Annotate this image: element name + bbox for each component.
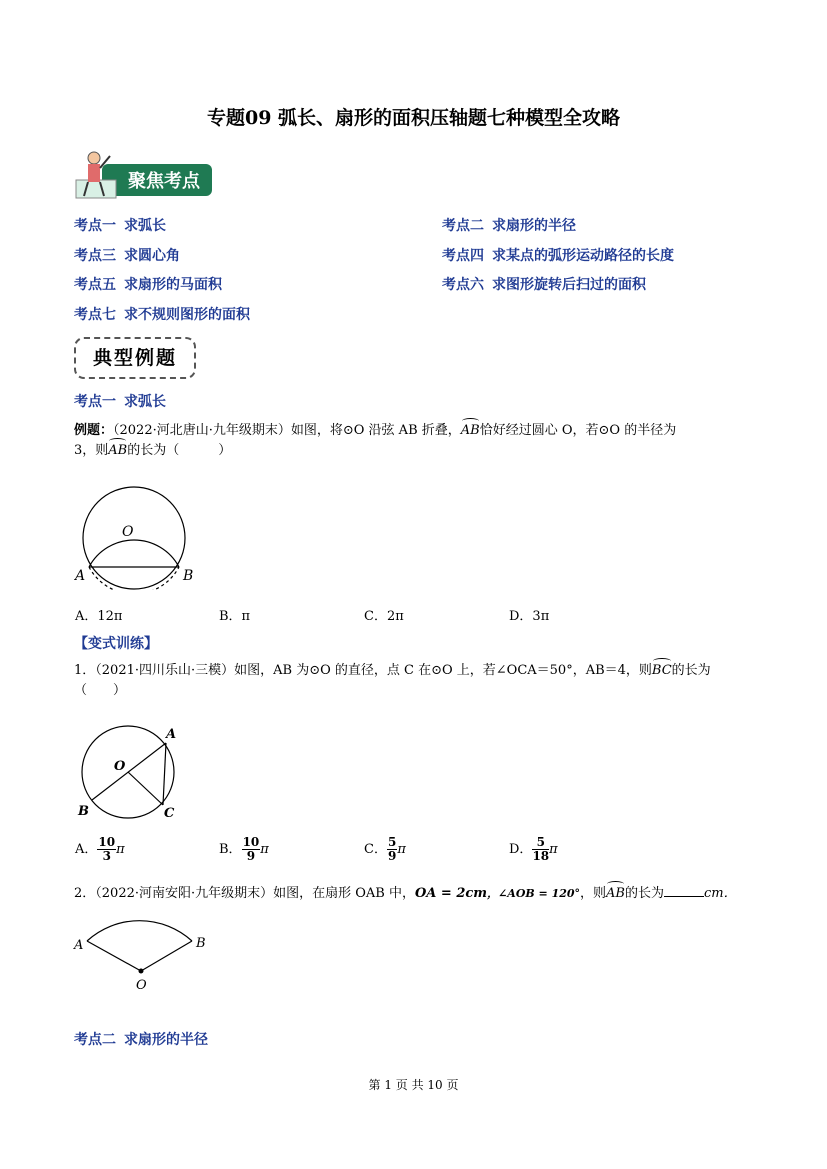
fig1-label-A: A <box>75 568 86 584</box>
example-question: 例题：（2022·河北唐山·九年级期末）如图，将⊙O 沿弦 AB 折叠，AB恰好经过圆心 O，若⊙O 的半径为 3，则AB的长为（ ） <box>74 421 754 461</box>
example-option-c[interactable]: C．2π <box>364 609 404 624</box>
figure-sector <box>70 908 220 994</box>
example-option-b[interactable]: B．π <box>219 609 251 624</box>
kaodian-item-5[interactable]: 考点五 求扇形的马面积 <box>74 277 222 293</box>
figure-folded-circle <box>70 480 210 590</box>
fig3-label-B: B <box>196 936 206 951</box>
fig3-label-O: O <box>136 978 147 993</box>
answer-blank[interactable] <box>664 884 704 897</box>
typical-example-box: 典型例题 <box>74 337 196 379</box>
q1-option-a[interactable]: A． $\frac{10}{3}$ π <box>75 835 125 863</box>
question-2: 2．（2022·河南安阳·九年级期末）如图，在扇形 OAB 中，OA = 2cm，∠AOB = 120°，则AB的长为 cm． <box>74 884 774 904</box>
question-1: 1．（2021·四川乐山·三模）如图，AB 为⊙O 的直径，点 C 在⊙O 上，若∠OCA＝50°，AB＝4，则BC的长为 （ ） <box>74 663 711 698</box>
fig2-label-C: C <box>164 806 175 820</box>
section-heading-1: 考点一 求弧长 <box>74 394 166 410</box>
kaodian-item-1[interactable]: 考点一 求弧长 <box>74 218 166 234</box>
kaodian-item-6[interactable]: 考点六 求图形旋转后扫过的面积 <box>442 277 646 293</box>
figure-circle-diameter <box>72 720 182 820</box>
kaodian-item-2[interactable]: 考点二 求扇形的半径 <box>442 218 576 234</box>
q1-option-b[interactable]: B． $\frac{10}{9}$ π <box>219 835 269 863</box>
page-title: 专题09 弧长、扇形的面积压轴题七种模型全攻略 <box>206 107 621 129</box>
kaodian-item-4[interactable]: 考点四 求某点的弧形运动路径的长度 <box>442 248 674 264</box>
section-heading-2: 考点二 求扇形的半径 <box>74 1032 208 1048</box>
fig2-label-O: O <box>114 759 126 774</box>
fig2-label-B: B <box>78 804 89 819</box>
fig1-label-O: O <box>122 524 134 540</box>
example-option-d[interactable]: D．3π <box>509 609 550 624</box>
fig2-label-A: A <box>166 727 177 742</box>
focus-banner-text: 聚焦考点 <box>128 171 200 192</box>
fig1-label-B: B <box>183 568 194 584</box>
q1-option-c[interactable]: C． $\frac{5}{9}$ π <box>364 835 406 863</box>
fig3-label-A: A <box>74 938 84 953</box>
example-option-a[interactable]: A．12π <box>75 609 123 624</box>
q1-option-d[interactable]: D． $\frac{5}{18}$ π <box>509 835 558 863</box>
kaodian-item-7[interactable]: 考点七 求不规则图形的面积 <box>74 307 250 323</box>
kaodian-item-3[interactable]: 考点三 求圆心角 <box>74 248 180 264</box>
focus-banner-graphic <box>74 150 214 202</box>
focus-banner <box>74 150 214 206</box>
page-footer: 第 1 页 共 10 页 <box>368 1078 459 1092</box>
variant-training-label: 【变式训练】 <box>74 636 158 652</box>
